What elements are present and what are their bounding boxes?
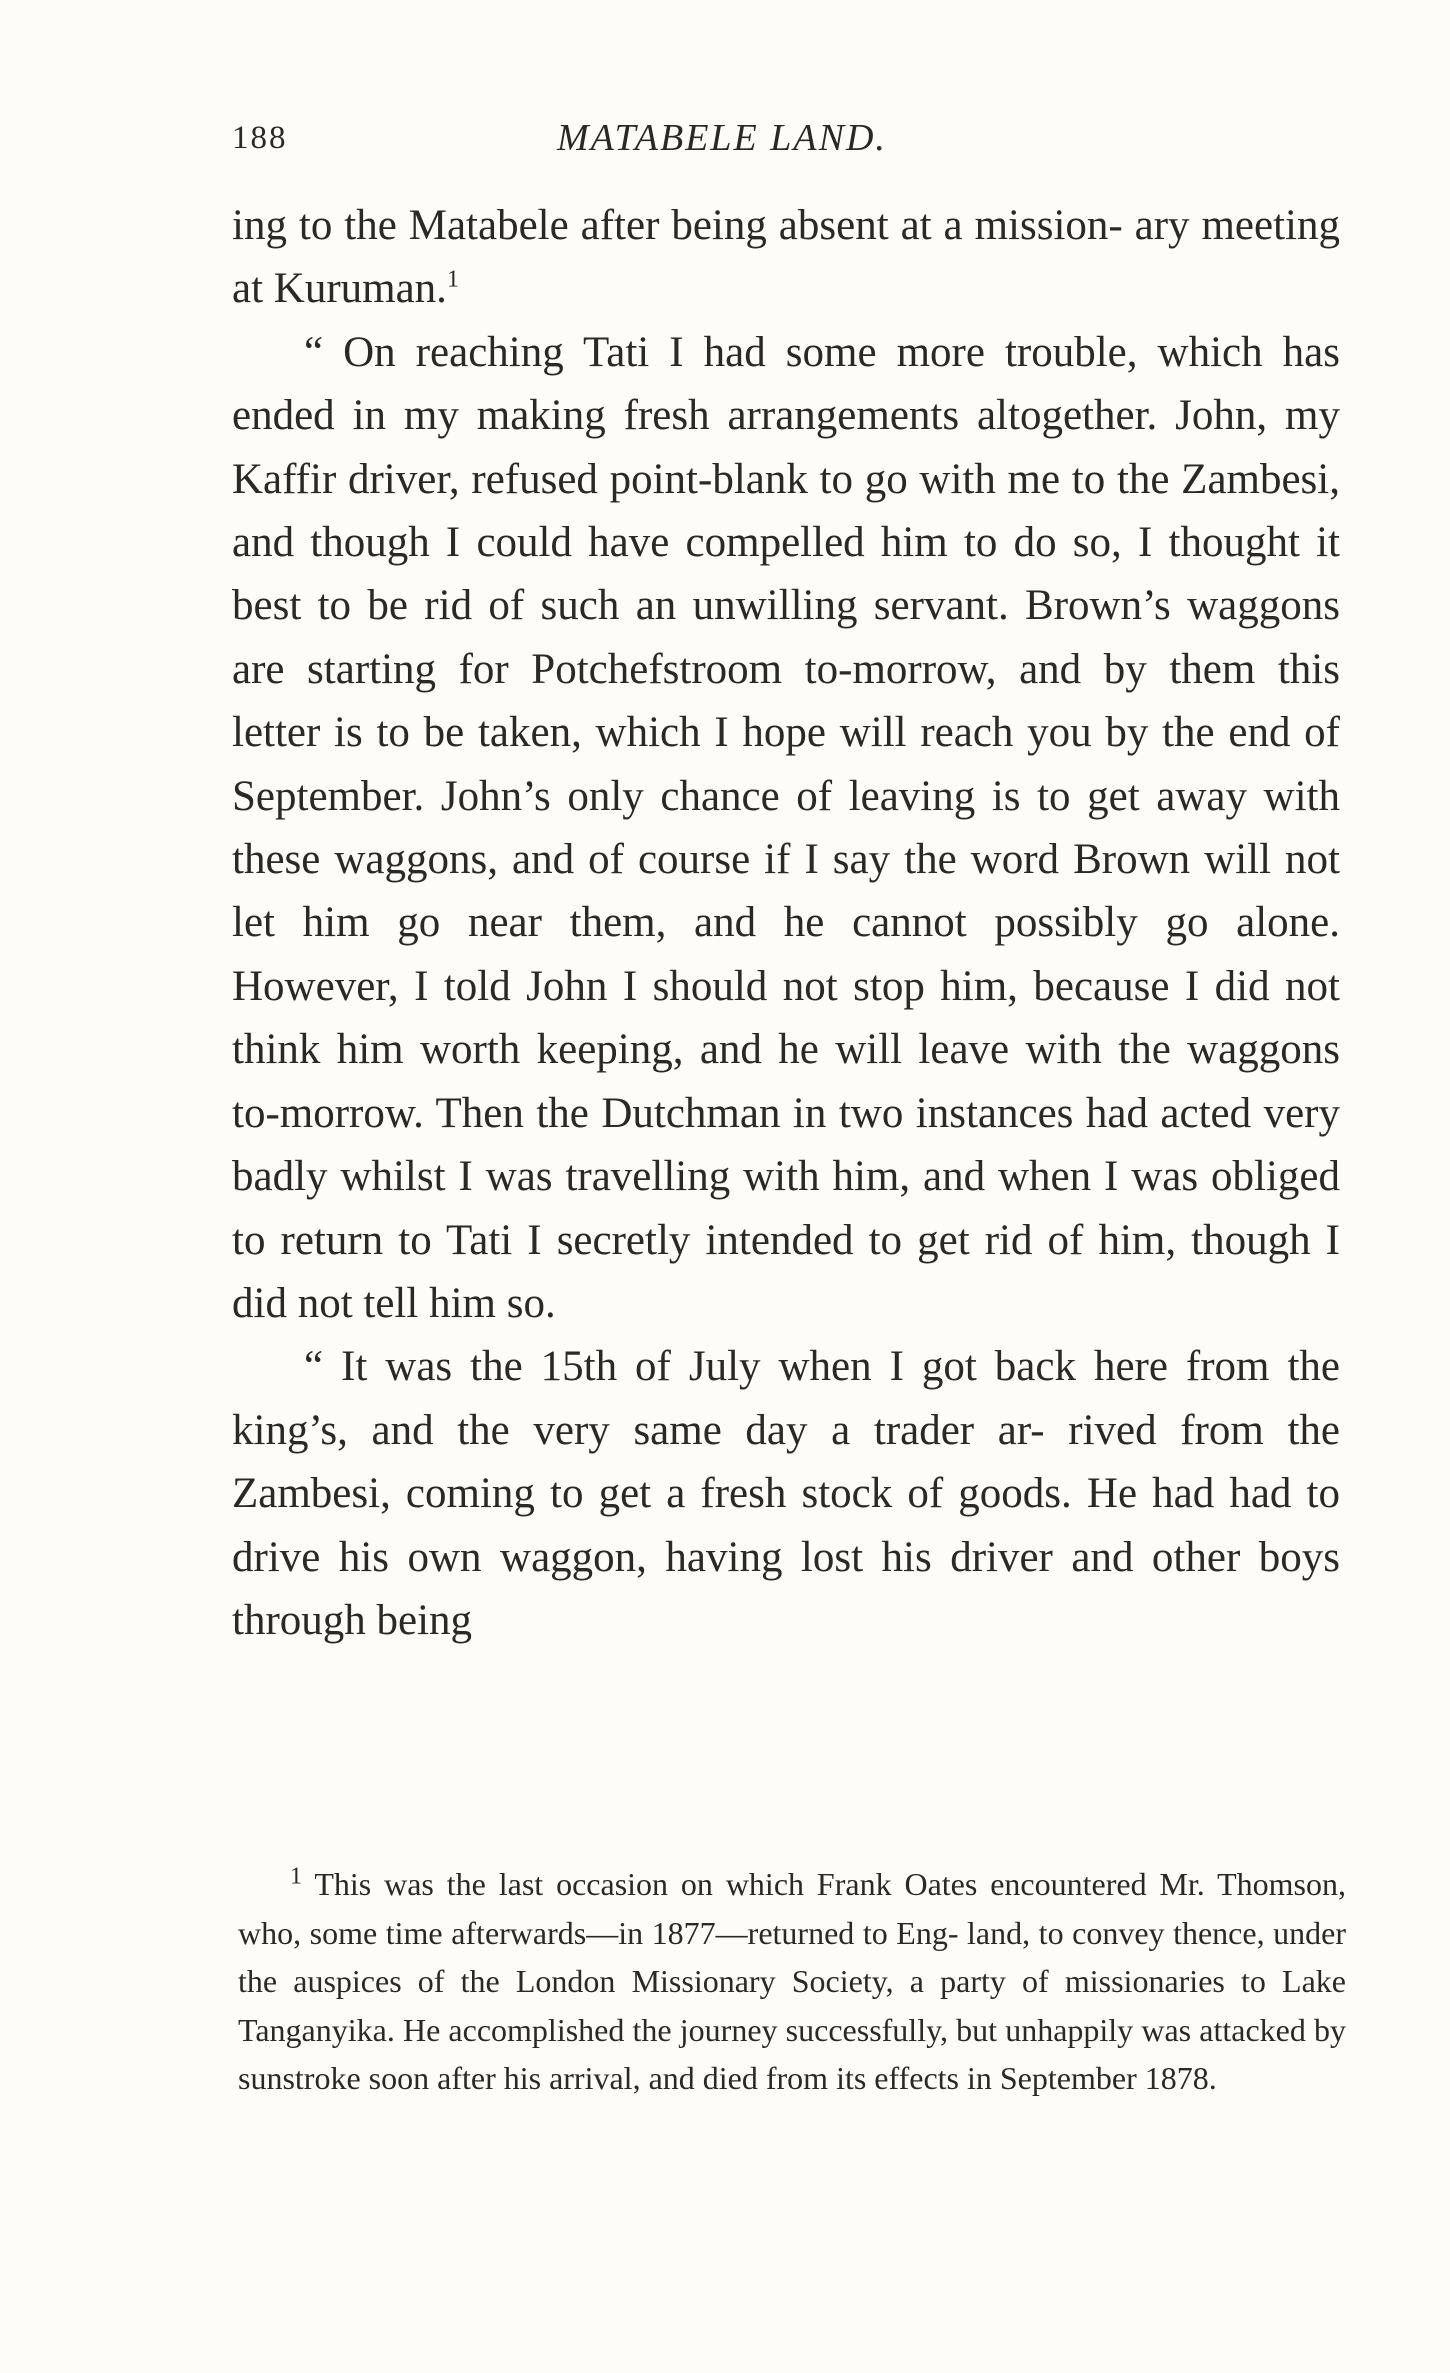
- paragraph-1-text: ing to the Matabele after being absent at a mission- ary meeting at Kuruman.: [232, 202, 1340, 313]
- footnote: [238, 1860, 1346, 2103]
- footnote-text: This was the last occasion on which Frank Oates encountered Mr. Thomson, who, some time afterwards—in 1877—returned to Eng- land, to convey thence, under the auspices of the London Missionary Society, a party of missionaries to Lake Tanganyika. He accomplished the journey successfully, but unhappily was attacked by sunstroke soon after his arrival, and died from its effects in September 1878.: [238, 1866, 1347, 2096]
- paragraph-3: “ It was the 15th of July when I got back here from the king’s, and the very same day a trader ar- rived from the Zambesi, coming to get a fresh stock of goods. He had had to drive his own waggon, having lost his driver and other boys through being: [232, 1343, 1340, 1644]
- page-number: 188: [232, 120, 288, 156]
- paragraph-2: “ On reaching Tati I had some more trouble, which has ended in my making fresh arrangements altogether. John, my Kaffir driver, refused point-blank to go with me to the Zambesi, and though I could have compelled him to do so, I thought it best to be rid of such an unwilling servant. Brown’s waggons are starting for Potchefstroom to-morrow, and by them this letter is to be taken, which I hope will reach you by the end of September. John’s only chance of leaving is to get away with these waggons, and of course if I say the word Brown will not let him go near them, and he cannot possibly go alone. However, I told John I should not stop him, because I did not think him worth keeping, and he will leave with the waggons to-morrow. Then the Dutchman in two instances had acted very badly whilst I was travelling with him, and when I was obliged to return to Tati I secretly intended to get rid of him, though I did not tell him so.: [232, 328, 1340, 1327]
- page-header: [232, 110, 1340, 166]
- paragraph-1: [232, 194, 1340, 321]
- footnote-reference: 1: [446, 267, 459, 294]
- footnote-marker: 1: [290, 1863, 302, 1890]
- body-text: [232, 194, 1340, 1652]
- running-title: MATABELE LAND.: [557, 117, 887, 159]
